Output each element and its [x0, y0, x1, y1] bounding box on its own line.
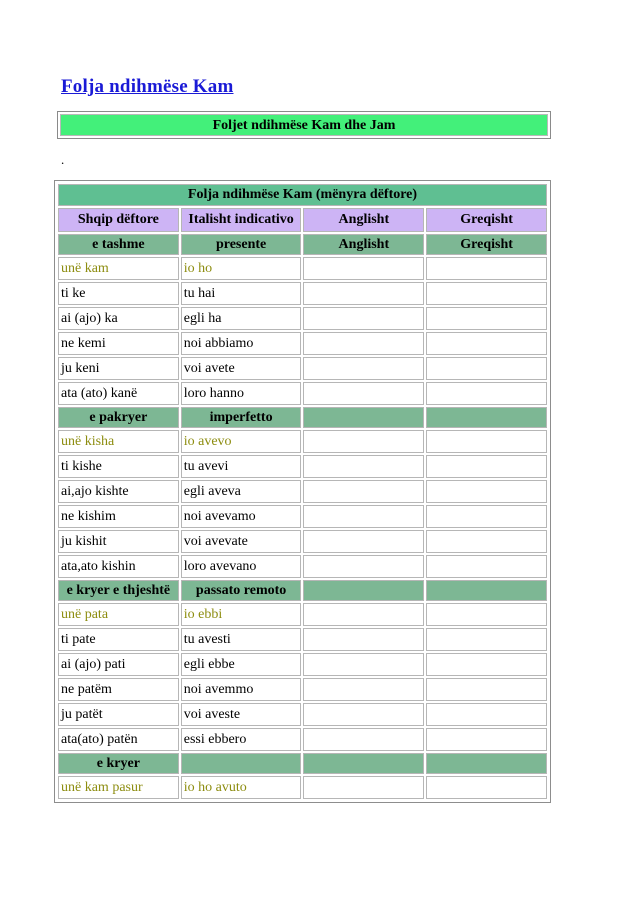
column-header: Anglisht: [303, 208, 424, 232]
table-cell: ne kishim: [58, 505, 179, 528]
table-cell: [426, 603, 547, 626]
table-cell: [426, 653, 547, 676]
column-header: Greqisht: [426, 208, 547, 232]
table-caption-row: [58, 184, 547, 206]
table-cell: tu avevi: [181, 455, 302, 478]
table-cell: [426, 555, 547, 578]
table-row: [58, 382, 547, 405]
table-cell: ne patëm: [58, 678, 179, 701]
table-cell: [426, 382, 547, 405]
table-cell: noi avevamo: [181, 505, 302, 528]
separator-dot: .: [61, 152, 65, 167]
table-row: [58, 653, 547, 676]
tense-header-cell: [303, 407, 424, 428]
table-cell: voi avevate: [181, 530, 302, 553]
table-cell: egli ebbe: [181, 653, 302, 676]
tense-header-cell: [426, 580, 547, 601]
table-cell: [303, 307, 424, 330]
table-cell: [303, 430, 424, 453]
table-cell: [303, 703, 424, 726]
table-cell: [303, 455, 424, 478]
table-cell: [426, 257, 547, 280]
table-cell: [426, 480, 547, 503]
table-cell: [303, 776, 424, 799]
table-cell: io ebbi: [181, 603, 302, 626]
tense-header-cell: e tashme: [58, 234, 179, 255]
table-cell: ju patët: [58, 703, 179, 726]
table-cell: voi aveste: [181, 703, 302, 726]
table-cell: [426, 703, 547, 726]
table-cell: [303, 678, 424, 701]
tense-header-cell: Anglisht: [303, 234, 424, 255]
table-cell: ai,ajo kishte: [58, 480, 179, 503]
column-header: Shqip dëftore: [58, 208, 179, 232]
table-cell: io ho: [181, 257, 302, 280]
tense-header-cell: [303, 580, 424, 601]
table-cell: egli ha: [181, 307, 302, 330]
table-row: [58, 703, 547, 726]
table-row: [58, 357, 547, 380]
table-cell: ai (ajo) pati: [58, 653, 179, 676]
table-row: [58, 430, 547, 453]
table-cell: ju kishit: [58, 530, 179, 553]
table-cell: [426, 628, 547, 651]
table-cell: ai (ajo) ka: [58, 307, 179, 330]
table-cell: [303, 628, 424, 651]
table-caption: Folja ndihmëse Kam (mënyra dëftore): [58, 184, 547, 206]
tense-header-cell: passato remoto: [181, 580, 302, 601]
table-cell: ata(ato) patën: [58, 728, 179, 751]
table-cell: loro avevano: [181, 555, 302, 578]
table-cell: [426, 455, 547, 478]
table-row: [58, 455, 547, 478]
conjugation-table: [54, 180, 551, 803]
table-cell: ti kishe: [58, 455, 179, 478]
column-header-row: [58, 208, 547, 232]
table-cell: [303, 505, 424, 528]
table-row: [58, 555, 547, 578]
table-cell: ata (ato) kanë: [58, 382, 179, 405]
tense-header-row: [58, 753, 547, 774]
table-row: [58, 628, 547, 651]
tense-header-cell: e kryer: [58, 753, 179, 774]
table-cell: [426, 307, 547, 330]
table-cell: ju keni: [58, 357, 179, 380]
table-cell: [303, 257, 424, 280]
table-cell: [426, 282, 547, 305]
table-cell: [303, 382, 424, 405]
tense-header-row: [58, 580, 547, 601]
table-row: [58, 530, 547, 553]
table-cell: [303, 357, 424, 380]
table-cell: ata,ato kishin: [58, 555, 179, 578]
table-row: [58, 307, 547, 330]
table-row: [58, 480, 547, 503]
table-cell: [303, 603, 424, 626]
table-cell: [303, 332, 424, 355]
table-row: [58, 603, 547, 626]
tense-header-row: [58, 234, 547, 255]
banner-label: Foljet ndihmëse Kam dhe Jam: [60, 114, 548, 136]
table-cell: [426, 430, 547, 453]
table-cell: unë kisha: [58, 430, 179, 453]
table-row: [58, 776, 547, 799]
table-cell: loro hanno: [181, 382, 302, 405]
table-cell: [303, 653, 424, 676]
tense-header-cell: [426, 407, 547, 428]
table-cell: io ho avuto: [181, 776, 302, 799]
table-cell: [426, 332, 547, 355]
table-cell: [303, 480, 424, 503]
table-cell: ne kemi: [58, 332, 179, 355]
table-cell: [426, 505, 547, 528]
table-cell: unë kam pasur: [58, 776, 179, 799]
table-cell: voi avete: [181, 357, 302, 380]
tense-header-cell: presente: [181, 234, 302, 255]
table-cell: [426, 776, 547, 799]
table-cell: unë pata: [58, 603, 179, 626]
tense-header-row: [58, 407, 547, 428]
table-cell: tu hai: [181, 282, 302, 305]
tense-header-cell: Greqisht: [426, 234, 547, 255]
table-cell: ti ke: [58, 282, 179, 305]
tense-header-cell: imperfetto: [181, 407, 302, 428]
table-row: [58, 257, 547, 280]
banner: [57, 111, 551, 139]
table-cell: [426, 530, 547, 553]
column-header: Italisht indicativo: [181, 208, 302, 232]
table-cell: essi ebbero: [181, 728, 302, 751]
tense-header-cell: [181, 753, 302, 774]
table-cell: ti pate: [58, 628, 179, 651]
table-row: [58, 282, 547, 305]
table-row: [58, 728, 547, 751]
table-cell: [426, 357, 547, 380]
table-cell: [303, 282, 424, 305]
table-cell: [426, 728, 547, 751]
tense-header-cell: [303, 753, 424, 774]
table-cell: io avevo: [181, 430, 302, 453]
table-cell: [426, 678, 547, 701]
tense-header-cell: e pakryer: [58, 407, 179, 428]
table-cell: noi abbiamo: [181, 332, 302, 355]
page-title: Folja ndihmëse Kam: [61, 76, 234, 97]
table-cell: tu avesti: [181, 628, 302, 651]
tense-header-cell: [426, 753, 547, 774]
table-row: [58, 505, 547, 528]
tense-header-cell: e kryer e thjeshtë: [58, 580, 179, 601]
table-cell: [303, 555, 424, 578]
table-cell: noi avemmo: [181, 678, 302, 701]
table-row: [58, 332, 547, 355]
table-cell: egli aveva: [181, 480, 302, 503]
table-cell: unë kam: [58, 257, 179, 280]
table-row: [58, 678, 547, 701]
table-cell: [303, 728, 424, 751]
table-cell: [303, 530, 424, 553]
